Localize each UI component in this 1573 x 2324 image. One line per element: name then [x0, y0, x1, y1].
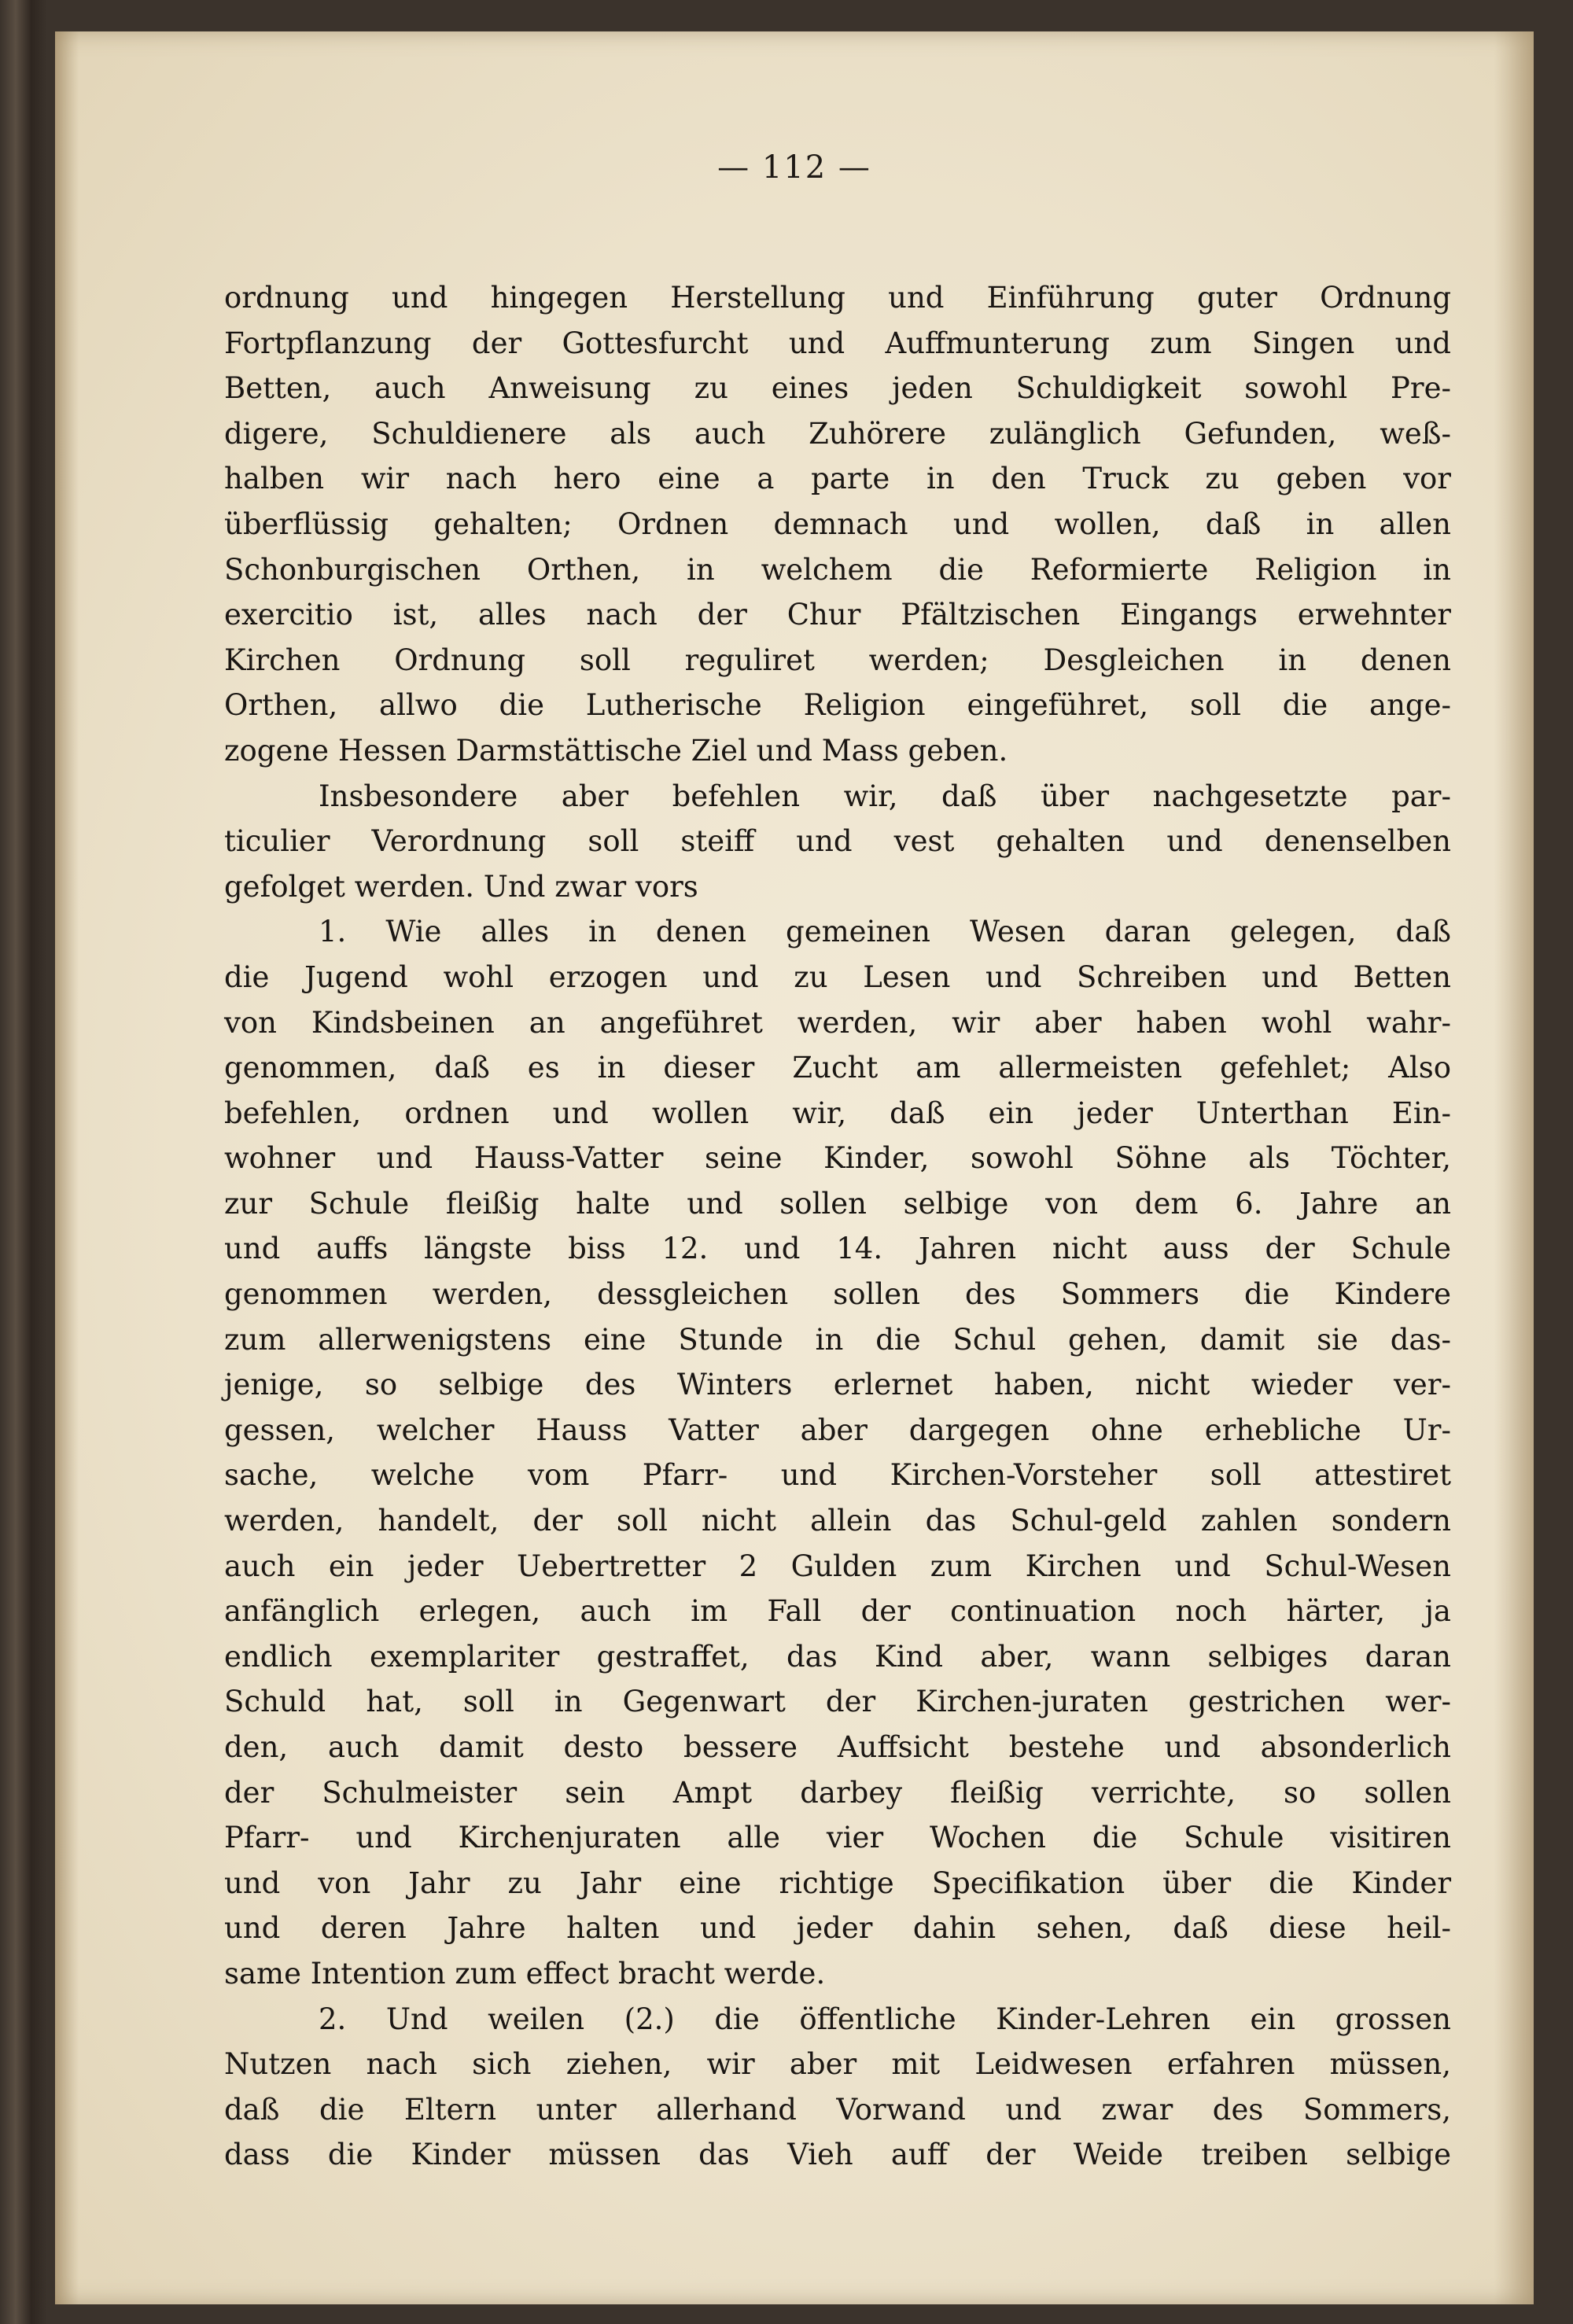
text-line: daß die Eltern unter allerhand Vorwand und zwar des Sommers,	[224, 2092, 1451, 2127]
text-line: zogene Hessen Darmstättische Ziel und Mass geben.	[224, 733, 1008, 768]
text-line: halben wir nach hero eine a parte in den Truck zu geben vor	[224, 462, 1451, 496]
body-text	[224, 275, 1451, 2178]
book-page	[55, 31, 1534, 2304]
text-line: wohner und Hauss-Vatter seine Kinder, sowohl Söhne als Töchter,	[224, 1141, 1451, 1176]
text-line: same Intention zum effect bracht werde.	[224, 1956, 826, 1991]
text-line: Insbesondere aber befehlen wir, daß über nachgesetzte par-	[319, 779, 1451, 813]
text-line: und deren Jahre halten und jeder dahin sehen, daß diese heil-	[224, 1911, 1451, 1946]
text-line: den, auch damit desto bessere Auffsicht bestehe und absonderlich	[224, 1730, 1451, 1764]
text-line: anfänglich erlegen, auch im Fall der continuation noch härter, ja	[224, 1594, 1451, 1629]
text-line: sache, welche vom Pfarr- und Kirchen-Vorsteher soll attestiret	[224, 1458, 1451, 1493]
text-line: Schuld hat, soll in Gegenwart der Kirchen-juraten gestrichen wer-	[224, 1685, 1451, 1719]
page-gutter-shadow	[55, 31, 79, 2304]
page-edge-shadow	[1494, 31, 1534, 2304]
text-line: genommen werden, dessgleichen sollen des Sommers die Kindere	[224, 1277, 1451, 1312]
text-line: jenige, so selbige des Winters erlernet haben, nicht wieder ver-	[224, 1368, 1451, 1402]
text-line: Nutzen nach sich ziehen, wir aber mit Leidwesen erfahren müssen,	[224, 2047, 1451, 2082]
text-line: von Kindsbeinen an angeführet werden, wir aber haben wohl wahr-	[224, 1005, 1451, 1040]
text-line: zur Schule fleißig halte und sollen selbige von dem 6. Jahre an	[224, 1186, 1451, 1221]
text-line: endlich exemplariter gestraffet, das Kind aber, wann selbiges daran	[224, 1639, 1451, 1674]
text-line: der Schulmeister sein Ampt darbey fleißig verrichte, so sollen	[224, 1775, 1451, 1810]
text-line: werden, handelt, der soll nicht allein das Schul-geld zahlen sondern	[224, 1504, 1451, 1538]
text-line: Fortpflanzung der Gottesfurcht und Auffmunterung zum Singen und	[224, 326, 1451, 360]
text-line: zum allerwenigstens eine Stunde in die Schul gehen, damit sie das-	[224, 1322, 1451, 1357]
text-line: befehlen, ordnen und wollen wir, daß ein jeder Unterthan Ein-	[224, 1096, 1451, 1130]
text-line: dass die Kinder müssen das Vieh auff der Weide treiben selbige	[224, 2138, 1451, 2172]
text-line: ticulier Verordnung soll steiff und vest gehalten und denenselben	[224, 824, 1451, 859]
text-line: 1. Wie alles in denen gemeinen Wesen daran gelegen, daß	[319, 915, 1451, 949]
text-line: gefolget werden. Und zwar vors	[224, 869, 698, 904]
text-line: auch ein jeder Uebertretter 2 Gulden zum Kirchen und Schul-Wesen	[224, 1549, 1451, 1583]
text-line: gessen, welcher Hauss Vatter aber dargegen ohne erhebliche Ur-	[224, 1412, 1451, 1447]
text-line: Pfarr- und Kirchenjuraten alle vier Wochen die Schule visitiren	[224, 1821, 1451, 1855]
page-number: — 112 —	[717, 149, 871, 186]
text-line: überflüssig gehalten; Ordnen demnach und wollen, daß in allen	[224, 506, 1451, 541]
text-line: Orthen, allwo die Lutherische Religion eingeführet, soll die ange-	[224, 688, 1451, 723]
text-line: 2. Und weilen (2.) die öffentliche Kinder-Lehren ein grossen	[319, 2002, 1451, 2036]
text-line: Kirchen Ordnung soll reguliret werden; Desgleichen in denen	[224, 643, 1451, 677]
text-line: und auffs längste biss 12. und 14. Jahren nicht auss der Schule	[224, 1232, 1451, 1266]
text-line: genommen, daß es in dieser Zucht am allermeisten gefehlet; Also	[224, 1051, 1451, 1085]
text-line: die Jugend wohl erzogen und zu Lesen und Schreiben und Betten	[224, 959, 1451, 994]
text-line: und von Jahr zu Jahr eine richtige Specifikation über die Kinder	[224, 1865, 1451, 1900]
text-line: exercitio ist, alles nach der Chur Pfältzischen Eingangs erwehnter	[224, 598, 1451, 632]
text-line: Schonburgischen Orthen, in welchem die Reformierte Religion in	[224, 552, 1451, 587]
text-line: digere, Schuldienere als auch Zuhörere zulänglich Gefunden, weß-	[224, 416, 1451, 451]
text-line: ordnung und hingegen Herstellung und Einführung guter Ordnung	[224, 281, 1451, 315]
text-line: Betten, auch Anweisung zu eines jeden Schuldigkeit sowohl Pre-	[224, 371, 1451, 406]
